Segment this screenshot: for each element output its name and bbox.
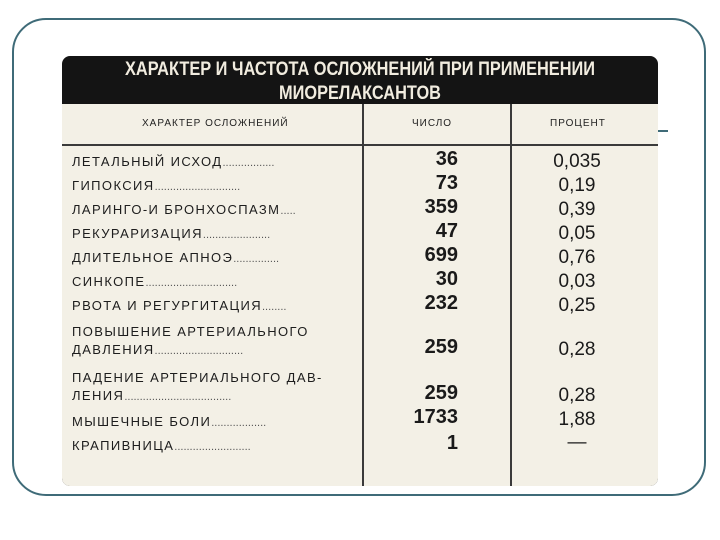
- row-count: 259: [424, 382, 458, 404]
- row-percent: 0,39: [558, 199, 596, 220]
- title-line-2: МИОРЕЛАКСАНТОВ: [279, 83, 441, 104]
- row-label: РВОТА И РЕГУРГИТАЦИЯ........: [72, 298, 287, 313]
- row-percent: —: [567, 432, 587, 453]
- row-label: РЕКУРАРИЗАЦИЯ......................: [72, 226, 271, 241]
- complications-table: [62, 104, 658, 486]
- row-percent: 0,28: [558, 385, 596, 406]
- header-divider: [62, 144, 658, 146]
- row-label: СИНКОПЕ..............................: [72, 274, 238, 289]
- row-count: 359: [424, 196, 458, 218]
- row-percent: 0,19: [558, 175, 596, 196]
- row-count: 73: [435, 172, 458, 194]
- row-label: ПОВЫШЕНИЕ АРТЕРИАЛЬНОГО: [72, 324, 309, 339]
- row-label: ЛАРИНГО-И БРОНХОСПАЗМ.....: [72, 202, 296, 217]
- row-label-continuation: ДАВЛЕНИЯ.............................: [72, 342, 244, 357]
- row-percent: 0,28: [558, 339, 596, 360]
- row-label: ГИПОКСИЯ............................: [72, 178, 241, 193]
- row-label-continuation: ЛЕНИЯ...................................: [72, 388, 232, 403]
- row-percent: 1,88: [558, 409, 596, 430]
- row-percent: 0,035: [553, 151, 601, 172]
- row-percent: 0,03: [558, 271, 596, 292]
- row-count: 1: [446, 432, 458, 454]
- header-percent: ПРОЦЕНТ: [550, 118, 606, 129]
- row-count: 1733: [413, 406, 458, 428]
- table-title: [104, 58, 617, 106]
- row-percent: 0,25: [558, 295, 596, 316]
- row-label: ПАДЕНИЕ АРТЕРИАЛЬНОГО ДАВ-: [72, 370, 323, 385]
- row-percent: 0,05: [558, 223, 596, 244]
- row-count: 699: [424, 244, 458, 266]
- row-label: ЛЕТАЛЬНЫЙ ИСХОД.................: [72, 154, 275, 169]
- slide-photo: [62, 56, 658, 486]
- title-line-1: ХАРАКТЕР И ЧАСТОТА ОСЛОЖНЕНИЙ ПРИ ПРИМЕНЕНИИ: [125, 59, 595, 80]
- row-label: ДЛИТЕЛЬНОЕ АПНОЭ...............: [72, 250, 280, 265]
- header-character: ХАРАКТЕР ОСЛОЖНЕНИЙ: [142, 118, 289, 129]
- row-label: КРАПИВНИЦА.........................: [72, 438, 251, 453]
- row-count: 259: [424, 336, 458, 358]
- header-count: ЧИСЛО: [412, 118, 453, 129]
- row-count: 47: [435, 220, 458, 242]
- row-percent: 0,76: [558, 247, 596, 268]
- row-count: 30: [435, 268, 458, 290]
- column-divider: [362, 104, 364, 486]
- row-count: 36: [435, 148, 458, 170]
- row-label: МЫШЕЧНЫЕ БОЛИ..................: [72, 414, 267, 429]
- column-divider: [510, 104, 512, 486]
- row-count: 232: [424, 292, 458, 314]
